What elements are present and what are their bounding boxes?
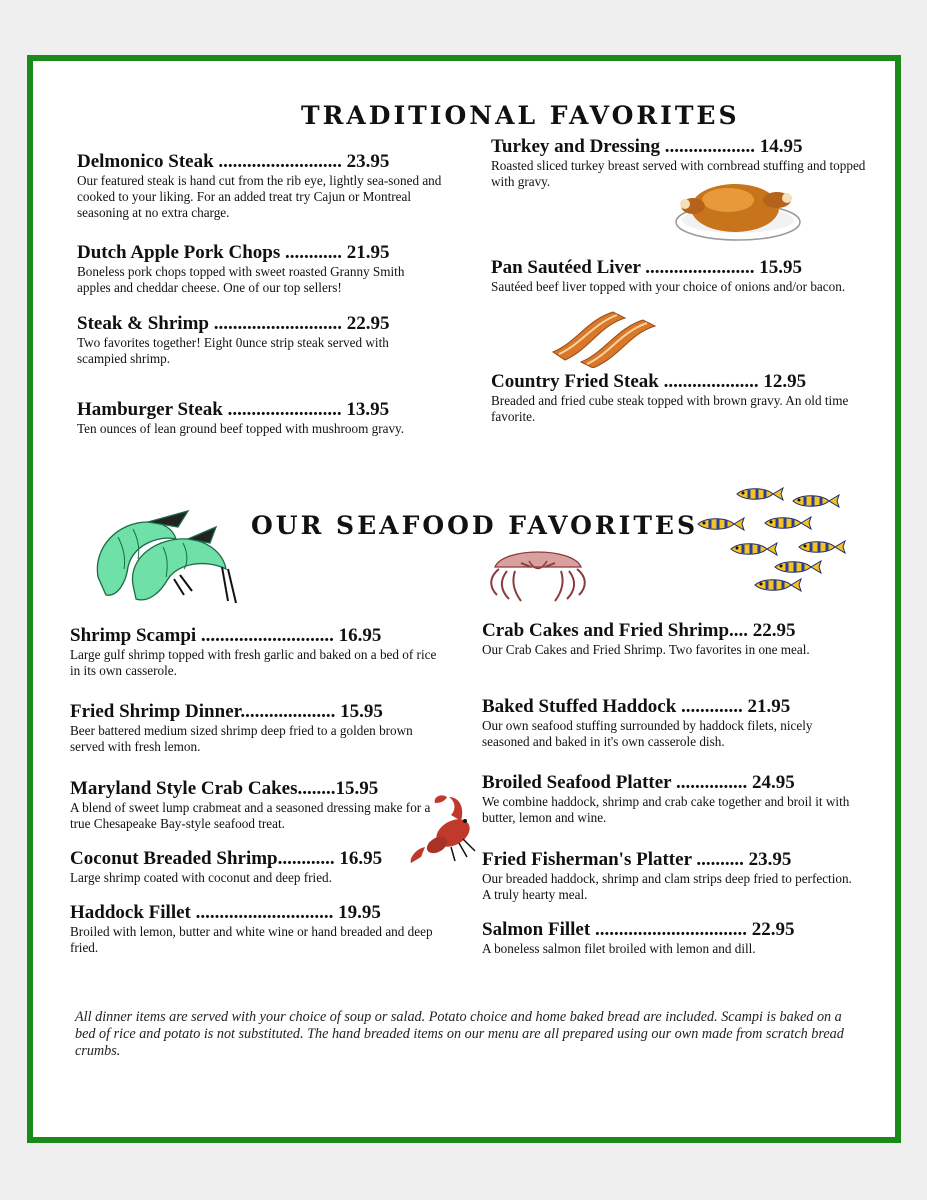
menu-page (27, 55, 901, 1143)
item-title: Fried Fisherman's Platter .......... 23.95 (482, 849, 792, 870)
item-description: Breaded and fried cube steak topped with brown gravy. An old time favorite. (491, 393, 849, 424)
menu-item (70, 779, 440, 832)
item-description: Beer battered medium sized shrimp deep fried to a golden brown served with fresh lemon. (70, 723, 413, 754)
item-description: A blend of sweet lump crabmeat and a seasoned dressing make for a true Chesapeake Bay-style seafood treat. (70, 800, 431, 831)
menu-item (77, 152, 447, 221)
menu-item (70, 903, 440, 956)
item-title: Broiled Seafood Platter ............... 24.95 (482, 772, 795, 793)
menu-item (482, 850, 852, 903)
item-description: Our Crab Cakes and Fried Shrimp. Two favorites in one meal. (482, 642, 810, 657)
item-description: We combine haddock, shrimp and crab cake together and broil it with butter, lemon and wine. (482, 794, 850, 825)
menu-item (70, 702, 440, 755)
footer-note: All dinner items are served with your choice of soup or salad. Potato choice and home baked bread are included. Scampi is baked on a bed of rice and potato is not substituted. The hand breaded items on our menu are all prepared using our own made from scratch bread crumbs. (75, 1009, 844, 1059)
item-title: Hamburger Steak ........................ 13.95 (77, 399, 390, 420)
item-title: Dutch Apple Pork Chops ............ 21.95 (77, 242, 390, 263)
item-title: Baked Stuffed Haddock ............. 21.95 (482, 696, 791, 717)
fish-school-icon (695, 483, 847, 595)
lobster-icon (401, 791, 483, 866)
item-description: Broiled with lemon, butter and white wine or hand breaded and deep fried. (70, 924, 433, 955)
item-description: Roasted sliced turkey breast served with cornbread stuffing and topped with gravy. (491, 158, 866, 189)
shrimp-icon (88, 507, 238, 607)
item-description: Large gulf shrimp topped with fresh garlic and baked on a bed of rice in its own casserole. (70, 647, 437, 678)
menu-item (482, 920, 852, 957)
item-title: Coconut Breaded Shrimp............ 16.95 (70, 848, 383, 869)
item-title: Steak & Shrimp ........................... 22.95 (77, 313, 390, 334)
menu-item (491, 372, 866, 425)
menu-item (77, 314, 422, 367)
item-title: Turkey and Dressing ................... 14.95 (491, 136, 803, 157)
menu-item (482, 697, 852, 750)
item-description: A boneless salmon filet broiled with lemon and dill. (482, 941, 756, 956)
item-title: Delmonico Steak .......................... 23.95 (77, 151, 390, 172)
menu-item (70, 626, 440, 679)
item-title: Fried Shrimp Dinner.................... 15.95 (70, 701, 383, 722)
item-description: Large shrimp coated with coconut and deep fried. (70, 870, 332, 885)
menu-item (491, 258, 866, 295)
item-title: Haddock Fillet ............................. 19.95 (70, 902, 381, 923)
item-title: Salmon Fillet ................................ 22.95 (482, 919, 795, 940)
menu-item (482, 621, 852, 658)
menu-item (77, 243, 432, 296)
item-title: Pan Sautéed Liver ....................... 15.95 (491, 257, 803, 278)
heading-traditional-favorites: TRADITIONAL FAVORITES (301, 101, 740, 130)
menu-item (70, 849, 440, 886)
menu-item (77, 400, 422, 437)
item-description: Ten ounces of lean ground beef topped with mushroom gravy. (77, 421, 405, 436)
menu-item (482, 773, 852, 826)
item-description: Our breaded haddock, shrimp and clam strips deep fried to perfection. A truly hearty meal. (482, 871, 852, 902)
heading-seafood-favorites: OUR SEAFOOD FAVORITES (251, 511, 699, 540)
item-description: Two favorites together! Eight 0unce strip steak served with scampied shrimp. (77, 335, 389, 366)
item-title: Shrimp Scampi ............................ 16.95 (70, 625, 382, 646)
item-title: Crab Cakes and Fried Shrimp.... 22.95 (482, 620, 796, 641)
bacon-icon (547, 306, 663, 368)
item-description: Our featured steak is hand cut from the rib eye, lightly sea-soned and cooked to your liking. For an added treat try Cajun or Montreal seasoning at no extra charge. (77, 173, 442, 220)
item-description: Sautéed beef liver topped with your choice of onions and/or bacon. (491, 279, 846, 294)
item-description: Our own seafood stuffing surrounded by haddock filets, nicely seasoned and baked in it's own casserole dish. (482, 718, 813, 749)
turkey-icon (673, 176, 803, 246)
item-title: Country Fried Steak .................... 12.95 (491, 371, 807, 392)
item-description: Boneless pork chops topped with sweet roasted Granny Smith apples and cheddar cheese. One of our top sellers! (77, 264, 405, 295)
crab-icon (485, 543, 591, 603)
item-title: Maryland Style Crab Cakes........15.95 (70, 778, 379, 799)
